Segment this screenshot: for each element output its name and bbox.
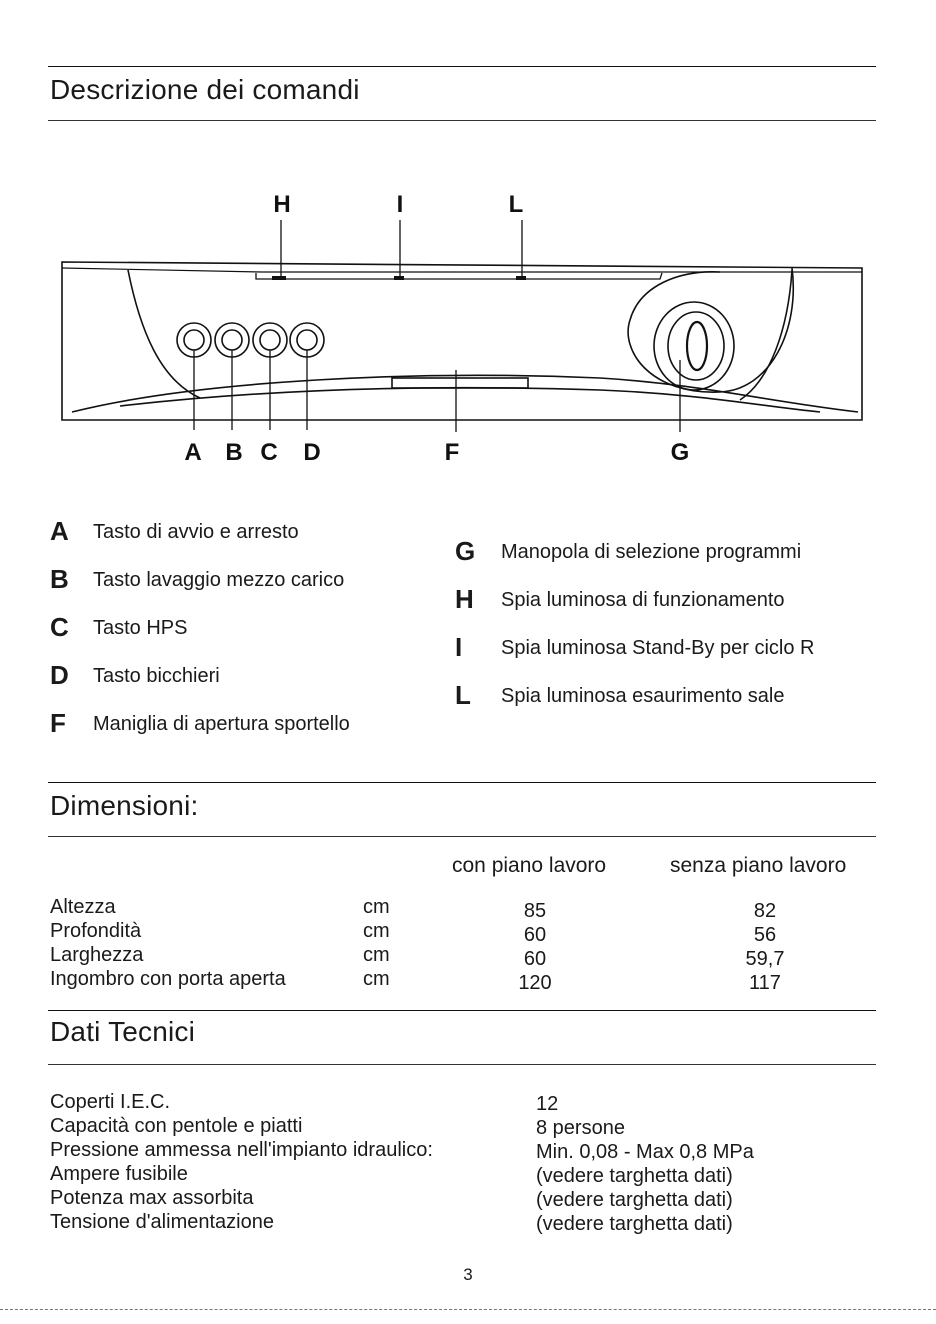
label-a: A — [184, 439, 202, 466]
tech-value: (vedere targhetta dati) — [536, 1165, 733, 1187]
tech-row — [50, 1138, 880, 1162]
tech-label: Pressione ammessa nell'impianto idraulico: — [50, 1139, 433, 1161]
label-f: F — [444, 439, 460, 466]
legend-text: Spia luminosa di funzionamento — [501, 589, 785, 611]
dim-col2-header: senza piano lavoro — [670, 854, 847, 877]
tech-value: 8 persone — [536, 1117, 625, 1139]
legend-text: Tasto HPS — [93, 617, 188, 639]
legend-item — [50, 564, 440, 612]
indicator-strip — [256, 273, 662, 279]
dim-value-with-top: 60 — [523, 948, 547, 970]
tech-value: (vedere targhetta dati) — [536, 1189, 733, 1211]
legend-item — [50, 660, 440, 708]
tech-label: Capacità con pentole e piatti — [50, 1115, 303, 1137]
tech-title-rule — [48, 1064, 876, 1065]
legend-letter: B — [50, 564, 69, 594]
controls-title: Descrizione dei comandi — [50, 74, 360, 105]
label-i: I — [396, 191, 404, 218]
tech-row — [50, 1114, 880, 1138]
dim-value-without-top: 59,7 — [745, 948, 785, 970]
dim-label: Ingombro con porta aperta — [50, 968, 286, 990]
legend-text: Tasto bicchieri — [93, 665, 220, 687]
dim-value-with-top: 85 — [523, 900, 547, 922]
dim-row — [50, 943, 880, 970]
legend-letter: L — [455, 680, 471, 710]
dim-row — [50, 919, 880, 946]
control-panel-diagram — [0, 180, 936, 470]
label-d: D — [303, 439, 321, 466]
top-rule — [48, 66, 876, 67]
legend-letter: I — [455, 632, 463, 662]
dim-label: Altezza — [50, 896, 116, 918]
legend-item — [50, 612, 440, 660]
legend-text: Tasto lavaggio mezzo carico — [93, 569, 345, 591]
legend-item — [455, 536, 875, 584]
dim-label: Larghezza — [50, 944, 144, 966]
tech-title: Dati Tecnici — [50, 1016, 196, 1047]
legend-item — [50, 708, 440, 756]
label-c: C — [260, 439, 278, 466]
legend-right — [455, 536, 875, 728]
legend-text: Spia luminosa Stand-By per ciclo R — [501, 637, 815, 659]
tech-value: (vedere targhetta dati) — [536, 1213, 733, 1235]
legend-letter: A — [50, 516, 69, 546]
label-b: B — [225, 439, 243, 466]
dim-unit: cm — [363, 920, 390, 942]
dim-unit: cm — [363, 944, 390, 966]
legend-left — [50, 516, 440, 756]
label-l: L — [508, 191, 524, 218]
dim-label: Profondità — [50, 920, 142, 942]
legend-text: Manopola di selezione programmi — [501, 541, 802, 563]
panel-top-edge — [62, 268, 862, 272]
indicator-light-h — [272, 276, 286, 280]
dimensions-title: Dimensioni: — [50, 790, 199, 821]
panel-right-curve — [740, 270, 792, 400]
handle-outer — [72, 375, 858, 412]
legend-letter: H — [455, 584, 474, 614]
handle-grip — [392, 378, 528, 388]
dim-value-without-top: 56 — [753, 924, 777, 946]
legend-item — [455, 584, 875, 632]
label-h: H — [273, 191, 291, 218]
legend-letter: D — [50, 660, 69, 690]
legend-letter: F — [50, 708, 66, 738]
legend-item — [455, 632, 875, 680]
tech-label: Potenza max assorbita — [50, 1187, 254, 1209]
dim-value-without-top: 82 — [753, 900, 777, 922]
legend-item — [50, 516, 440, 564]
dim-col1-header: con piano lavoro — [452, 854, 607, 877]
tech-row — [50, 1162, 880, 1186]
dim-value-with-top: 120 — [518, 972, 552, 994]
legend-letter: G — [455, 536, 476, 566]
tech-row — [50, 1186, 880, 1210]
page-number: 3 — [463, 1265, 473, 1284]
tech-label: Coperti I.E.C. — [50, 1091, 171, 1113]
dimensions-title-rule — [48, 836, 876, 837]
dim-row — [50, 895, 880, 922]
legend-letter: C — [50, 612, 69, 642]
legend-item — [455, 680, 875, 728]
knob-grip — [687, 322, 707, 370]
dimensions-top-rule — [48, 782, 876, 783]
dial-housing — [628, 268, 793, 392]
legend-text: Tasto di avvio e arresto — [93, 521, 299, 543]
indicator-light-i — [394, 276, 404, 280]
tech-value: Min. 0,08 - Max 0,8 MPa — [536, 1141, 754, 1163]
legend-text: Maniglia di apertura sportello — [93, 713, 350, 735]
page-bottom-edge — [0, 1309, 936, 1310]
label-g: G — [670, 439, 690, 466]
indicator-light-l — [516, 276, 526, 280]
tech-top-rule — [48, 1010, 876, 1011]
panel-outline — [62, 262, 862, 420]
dim-row — [50, 967, 880, 994]
dim-value-without-top: 117 — [749, 972, 781, 994]
panel-left-curve — [128, 270, 200, 398]
dim-value-with-top: 60 — [523, 924, 547, 946]
knob-outer — [654, 302, 734, 390]
tech-row — [50, 1090, 880, 1114]
legend-text: Spia luminosa esaurimento sale — [501, 685, 785, 707]
tech-row — [50, 1210, 880, 1234]
tech-value: 12 — [536, 1093, 559, 1115]
dim-unit: cm — [363, 896, 390, 918]
tech-label: Ampere fusibile — [50, 1163, 188, 1185]
dim-unit: cm — [363, 968, 390, 990]
controls-title-rule — [48, 120, 876, 121]
tech-label: Tensione d'alimentazione — [50, 1211, 274, 1233]
buttons — [177, 323, 324, 357]
